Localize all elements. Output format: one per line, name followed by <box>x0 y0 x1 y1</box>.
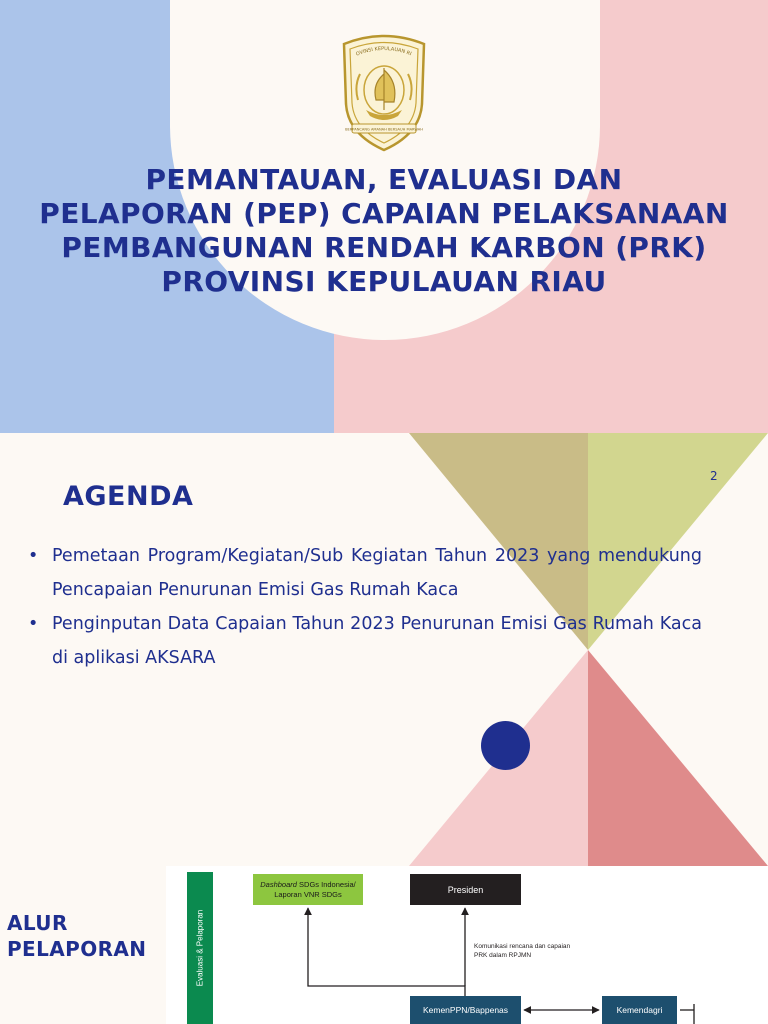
agenda-heading: AGENDA <box>63 481 194 512</box>
title-line-3: PEMBANGUNAN RENDAH KARBON (PRK) <box>61 231 707 264</box>
presiden-box: Presiden <box>410 874 521 905</box>
reporting-flow-slide <box>0 866 768 1024</box>
bullet: • <box>28 614 39 634</box>
slide-title <box>20 163 748 299</box>
evaluation-sidebar <box>187 872 213 1024</box>
agenda-item <box>28 607 702 675</box>
reporting-flow-diagram <box>166 866 768 1024</box>
communication-note: Komunikasi rencana dan capaian PRK dalam RPJMN <box>474 943 571 959</box>
bullet: • <box>28 546 39 566</box>
dashboard-rest: SDGs Indonesia/ <box>296 879 356 889</box>
bappenas-box: KemenPPN/Bappenas <box>410 996 521 1024</box>
agenda-list <box>28 539 702 675</box>
title-slide <box>0 0 768 433</box>
arrow-to-dashboard <box>308 908 465 996</box>
dashboard-line2: Laporan VNR SDGs <box>274 889 342 899</box>
agenda-item-text: Penginputan Data Capaian Tahun 2023 Penurunan Emisi Gas Rumah Kaca di aplikasi AKSARA <box>52 614 702 668</box>
agenda-slide <box>0 433 768 866</box>
agenda-item-text: Pemetaan Program/Kegiatan/Sub Kegiatan Tahun 2023 yang mendukung Pencapaian Penurunan Emisi Gas Rumah Kaca <box>52 546 702 600</box>
flow-label-line-2: PELAPORAN <box>7 937 147 961</box>
salmon-triangle <box>588 650 768 866</box>
title-line-4: PROVINSI KEPULAUAN RIAU <box>161 265 607 298</box>
navy-dot <box>481 721 530 770</box>
sidebar-label: Evaluasi & Pelaporan <box>195 909 205 987</box>
kemendagri-box: Kemendagri <box>602 996 677 1024</box>
flow-label-line-1: ALUR <box>7 911 68 935</box>
emblem-bottom-text: BERPANCANG AMANAH BERSAUH MARWAH <box>345 127 423 132</box>
title-line-1: PEMANTAUAN, EVALUASI DAN <box>145 163 623 196</box>
dashboard-box <box>253 874 363 905</box>
title-line-2: PELAPORAN (PEP) CAPAIAN PELAKSANAAN <box>39 197 729 230</box>
agenda-item <box>28 539 702 607</box>
emblem-top-text: OVINSI KEPULAUAN RI <box>355 45 413 58</box>
page-number: 2 <box>710 469 718 483</box>
flow-label <box>7 910 146 962</box>
province-emblem-icon <box>336 30 432 154</box>
dashboard-italic: Dashboard <box>260 879 297 889</box>
